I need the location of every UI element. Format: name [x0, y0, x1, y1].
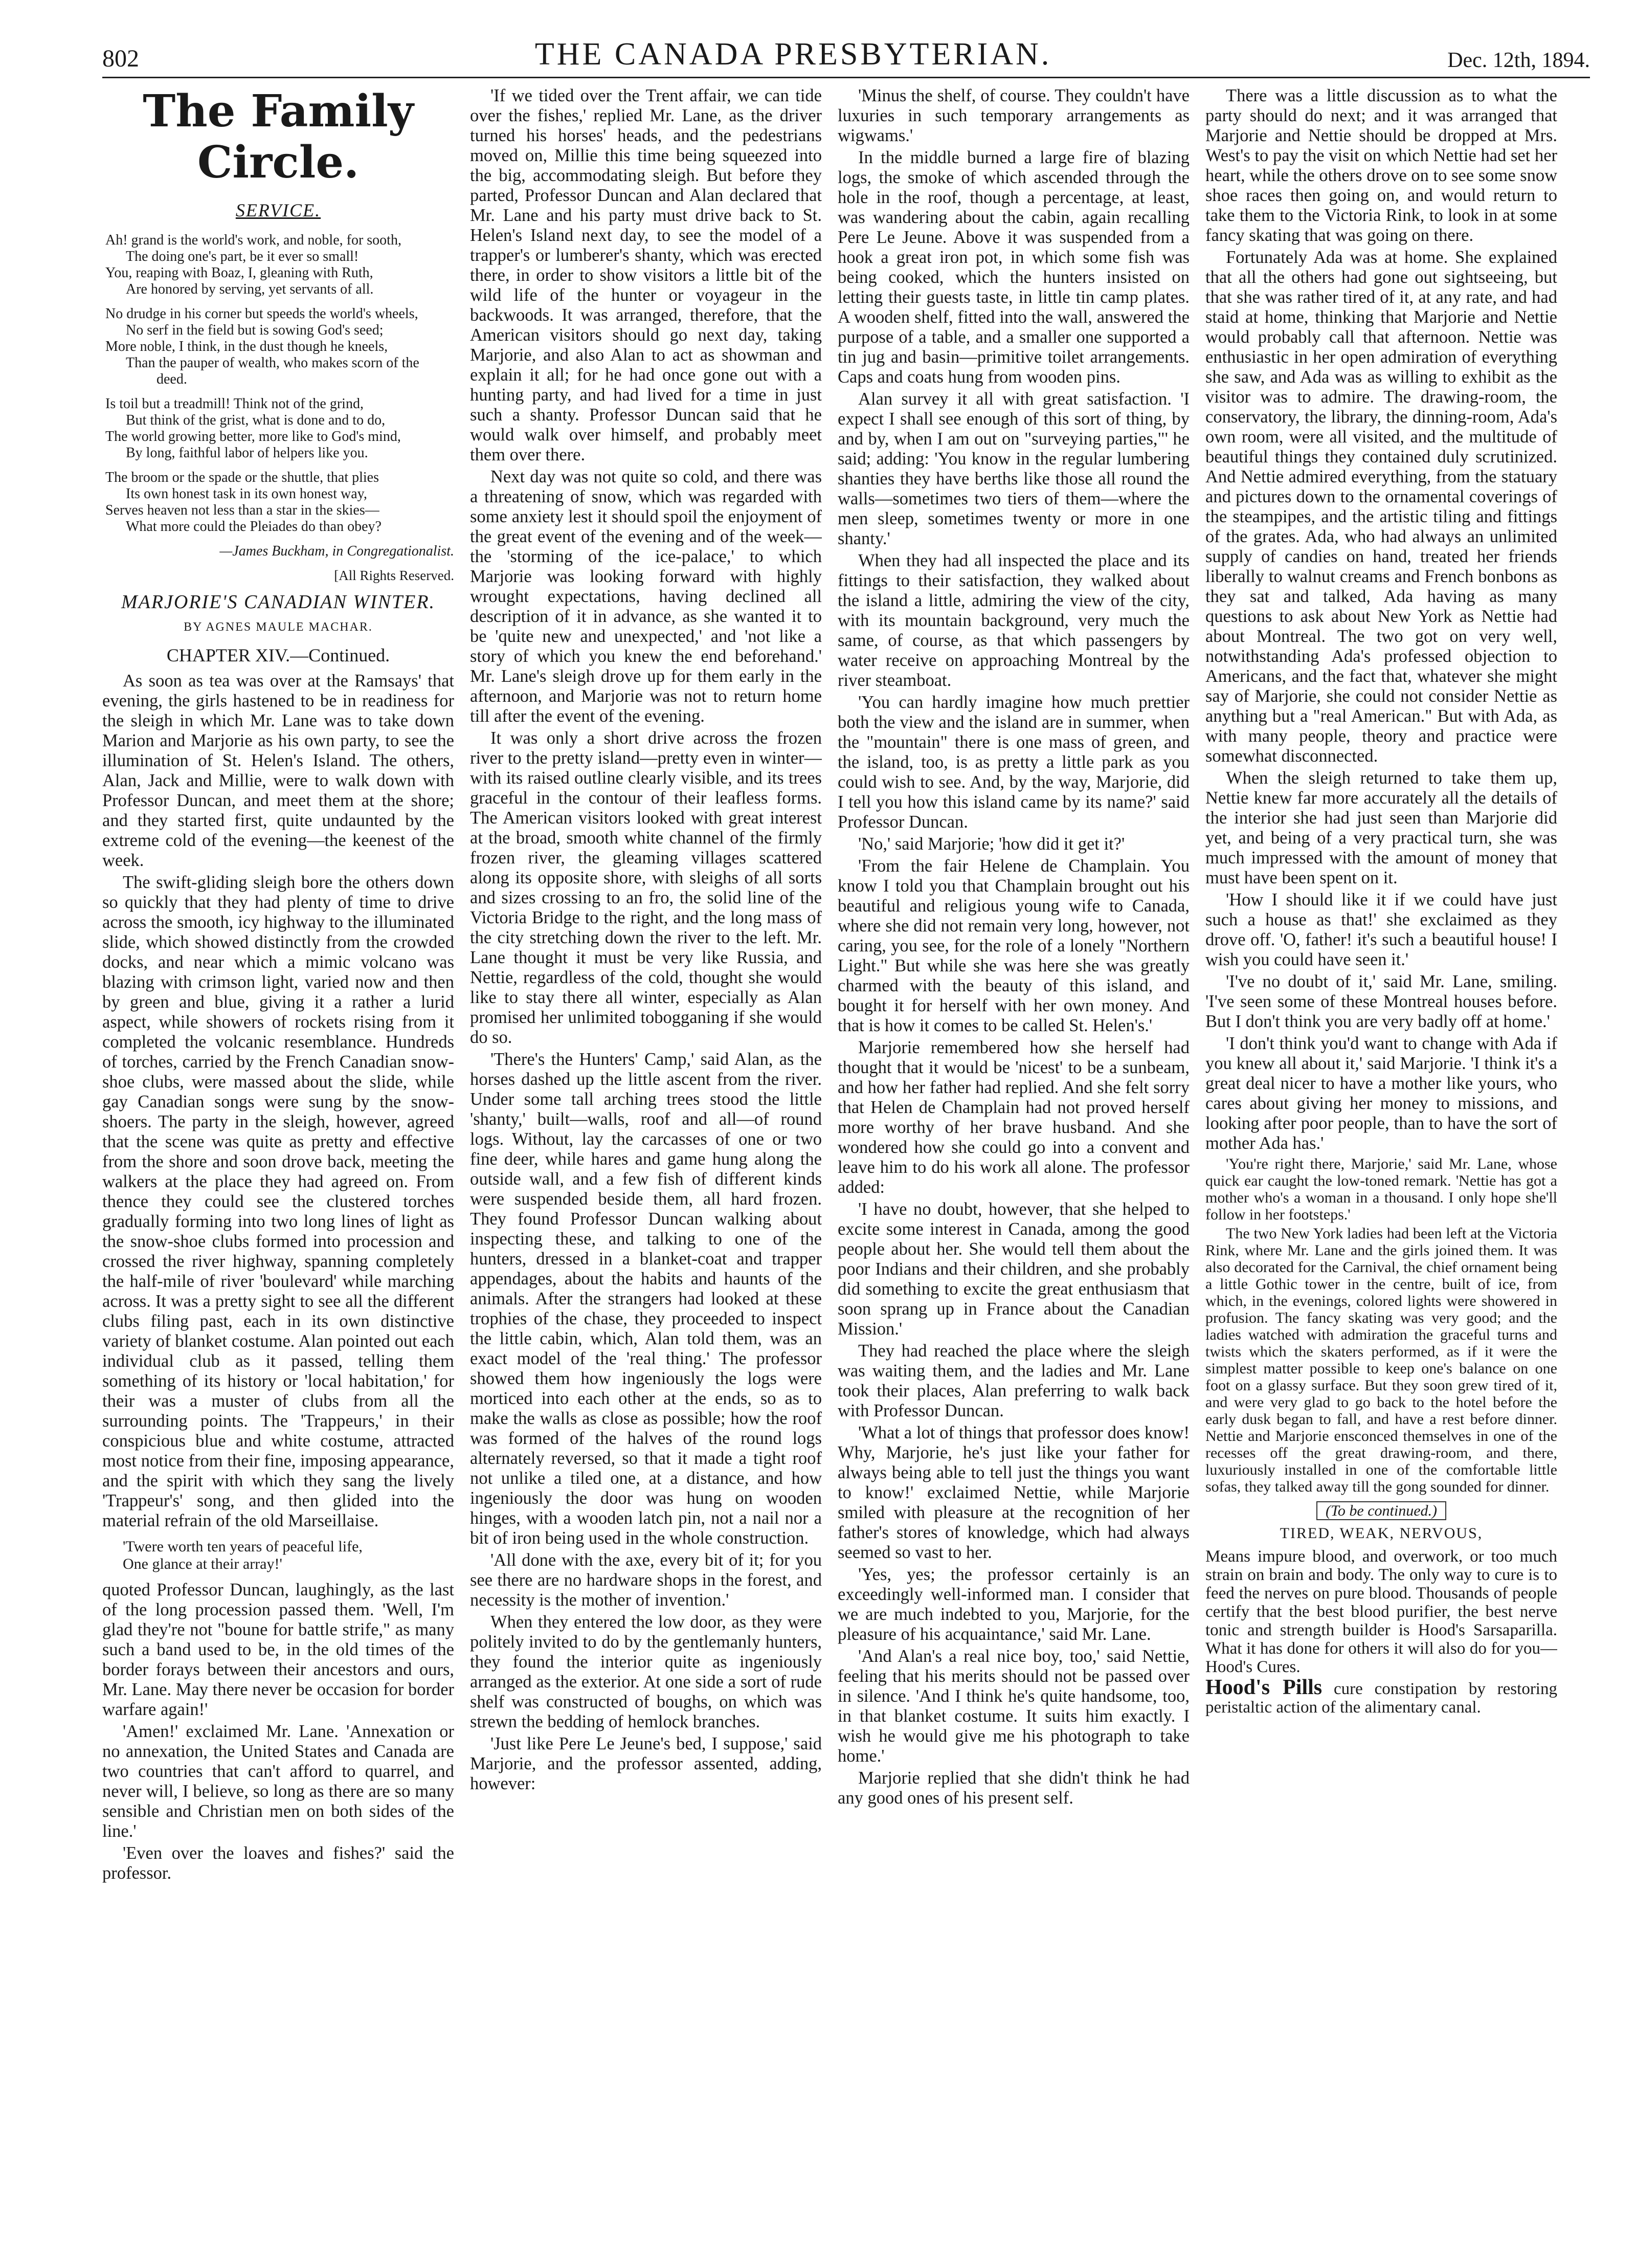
paragraph: 'Even over the loaves and fishes?' said the professor. — [102, 1843, 454, 1883]
column-4 — [1205, 86, 1557, 2260]
poem-stanza — [105, 470, 451, 535]
verse-quote — [102, 1538, 454, 1573]
poem-stanza — [105, 396, 451, 461]
poem — [102, 232, 454, 535]
paragraph: Fortunately Ada was at home. She explained that all the others had gone out sightseeing, but that she was rather tired of it, at any rate, and had staid at home, thinking that Marjorie and Nettie would probably call that afternoon. Nettie was enthusiastic in her open admiration of everything she saw, and Ada was as willing to exhibit as the visitor was to admire. The drawing-room, the conservatory, the library, the dinning-room, Ada's own room, were all visited, and the multitude of beautiful things they contained duly scrutinized. And Nettie admired everything, from the statuary and pictures down to the ornamental coverings of the steampipes, and the artistic tiling and fittings of the grates. Ada, who had always an unlimited supply of candies on hand, treated her friends liberally to walnut creams and French bonbons as they sat and talked, Ada having as many questions to ask about New York as Nettie had about Montreal. The two got on very well, notwithstanding Ada's professed objection to Americans, and the fact that, whatever she might say of Marjorie, she could not consider Nettie as anything but a "real American." But with Ada, as with many people, theory and practice were somewhat disconnected. — [1205, 248, 1557, 766]
ad-heading: TIRED, WEAK, NERVOUS, — [1280, 1525, 1483, 1542]
paragraph: There was a little discussion as to what the party should do next; and it was arranged that Marjorie and Nettie should be dropped at Mrs. West's to pay the visit on which Nettie had set her heart, while the others drove on to see some snow shoe races then going on, and would return to take them to the Victoria Rink, to look in at some fancy skating that was going on there. — [1205, 86, 1557, 245]
poem-line: Are honored by serving, yet servants of all. — [126, 281, 374, 297]
story-byline: BY AGNES MAULE MACHAR. — [184, 620, 373, 634]
poem-line: You, reaping with Boaz, I, gleaning with Ruth, — [105, 265, 373, 281]
poem-stanza — [105, 232, 451, 298]
poem-line: The world growing better, more like to God's mind, — [105, 429, 401, 444]
paragraph: 'And Alan's a real nice boy, too,' said Nettie, feeling that his merits should not be passed over in silence. 'And I think he's quite handsome, too, in that blanket costume. It suits him exactly. I wish he would give me his photograph to take home.' — [838, 1647, 1190, 1766]
poem-line: Its own honest task in its own honest way, — [126, 486, 367, 502]
paragraph: 'From the fair Helene de Champlain. You know I told you that Champlain brought out his beautiful and religious young wife to Canada, where she did not remain very long, however, not caring, you see, for the role of a lonely "Northern Light." But while she was here she was greatly charmed with the beauty of this island, and bought it for herself with her own money. And that is how it comes to be called St. Helen's.' — [838, 856, 1190, 1035]
chapter-heading: CHAPTER XIV.—Continued. — [166, 645, 390, 665]
paragraph: 'Amen!' exclaimed Mr. Lane. 'Annexation or no annexation, the United States and Canada are two countries that can't afford to quarrel, and never will, I believe, so long as there are so many sensible and Christian men on both sides of the line.' — [102, 1722, 454, 1841]
column-1 — [102, 86, 454, 2260]
poem-stanza — [105, 306, 451, 388]
poem-attribution: —James Buckham, in Congregationalist. — [219, 543, 454, 559]
paragraph: 'I've no doubt of it,' said Mr. Lane, smiling. 'I've seen some of these Montreal houses before. But I don't think you are very badly off at home.' — [1205, 972, 1557, 1031]
paragraph: 'There's the Hunters' Camp,' said Alan, as the horses dashed up the little ascent from the river. Under some tall arching trees stood the little 'shanty,' built—walls, roof and all—of round logs. Without, lay the carcasses of one or two fine deer, while hares and game hung along the outside wall, and a few fish of different kinds were suspended beside them, all hard frozen. They found Professor Duncan walking about inspecting these, and talking to one of the hunters, dressed in a blanket-coat and trapper appendages, about the habits and haunts of the animals. After the strangers had looked at these trophies of the chase, they proceeded to inspect the little cabin, which, Alan told them, was an exact model of the 'real thing.' The professor showed them how ingeniously the logs were morticed into each other at the ends, so as to make the walls as close as possible; how the roof was formed of the halves of the round logs alternately reversed, so that it made a tight roof not unlike a tiled one, at a distance, and how ingeniously the door was hung on wooden hinges, with a wooden latch pin, not a nail nor a bit of iron being used in the whole construction. — [470, 1050, 822, 1548]
paragraph: 'Yes, yes; the professor certainly is an exceedingly well-informed man. I consider that we are much indebted to you, Marjorie, for the pleasure of his acquaintance,' said Mr. Lane. — [838, 1565, 1190, 1644]
paragraph: quoted Professor Duncan, laughingly, as the last of the long procession passed them. 'Well, I'm glad they're not "boune for battle strife," as many such a band used to be, in the old times of the border forays between their ancestors and ours, Mr. Lane. May there never be occasion for border warfare again!' — [102, 1580, 454, 1719]
ad-pills — [1205, 1678, 1557, 1717]
paragraph: 'You can hardly imagine how much prettier both the view and the island are in summer, when the "mountain" there is one mass of green, and the island, too, is as pretty a little park as you could wish to see. And, by the way, Marjorie, did I tell you how this island came by its name?' said Professor Duncan. — [838, 693, 1190, 832]
poem-line: Than the pauper of wealth, who makes scorn of the deed. — [126, 355, 419, 387]
page-number: 802 — [102, 45, 139, 72]
paragraph: Alan survey it all with great satisfaction. 'I expect I shall see enough of this sort of thing, by and by, when I am out on "surveying parties,"' he said; adding: 'You know in the regular lumbering shanties they have berths like those all round the walls—sometimes two tiers of them—where the men sleep, sometimes twenty or more in one shanty.' — [838, 389, 1190, 548]
column-3 — [838, 86, 1190, 2260]
issue-date: Dec. 12th, 1894. — [1447, 49, 1590, 72]
poem-line: Ah! grand is the world's work, and noble, for sooth, — [105, 232, 401, 248]
advertisement — [1205, 1525, 1557, 1717]
poem-line: Serves heaven not less than a star in the skies— — [105, 502, 379, 518]
poem-line: The broom or the spade or the shuttle, that plies — [105, 470, 379, 485]
paragraph: 'Minus the shelf, of course. They couldn't have luxuries in such temporary arrangements as wigwams.' — [838, 86, 1190, 145]
paragraph: 'I don't think you'd want to change with Ada if you knew all about it,' said Marjorie. 'I think it's a great deal nicer to have a mother like yours, who cares about giving her money to missions, and looking after poor people, than to have the sort of mother Ada has.' — [1205, 1034, 1557, 1153]
paragraph: 'No,' said Marjorie; 'how did it get it?' — [858, 834, 1125, 854]
paragraph: When the sleigh returned to take them up, Nettie knew far more accurately all the details of the interior she had just seen than Marjorie did yet, and being of a very practical turn, she was much impressed with the amount of money that must have been spent on it. — [1205, 768, 1557, 887]
paragraph: The two New York ladies had been left at the Victoria Rink, where Mr. Lane and the girls joined them. It was also decorated for the Carnival, the chief ornament being a little Gothic tower in the centre, built of ice, from which, in the evenings, colored lights were showered in profusion. The fancy skating was very good; and the ladies watched with admiration the graceful turns and twists which the skaters performed, as if it were the simplest matter possible to keep one's balance on one foot on a glassy surface. But they soon grew tired of it, and were very glad to go back to the hotel before the early dusk began to fall, and have a rest before dinner. Nettie and Marjorie ensconced themselves in one of the recesses off the great drawing-room, and there, luxuriously installed in one of the comfortable little sofas, they talked away till the gong sounded for dinner. — [1205, 1225, 1557, 1495]
paragraph: As soon as tea was over at the Ramsays' that evening, the girls hastened to be in readiness for the sleigh in which Mr. Lane was to take down Marion and Marjorie as his own party, to see the illumination of St. Helen's Island. The others, Alan, Jack and Millie, were to walk down with Professor Duncan, and meet them at the shore; and they started first, quite undaunted by the extreme cold of the evening—the keenest of the week. — [102, 671, 454, 870]
poem-line: What more could the Pleiades do than obey? — [126, 519, 382, 535]
page-header — [102, 27, 1590, 73]
paragraph: Marjorie remembered how she herself had thought that it would be 'nicest' to be a sunbeam, and how her father had replied. And she felt sorry that Helen de Champlain had not proved herself more worthy of her brave husband. And she wondered how she could go into a convent and leave him to do his work all alone. The professor added: — [838, 1038, 1190, 1197]
to-be-continued-text: (To be continued.) — [1316, 1501, 1446, 1520]
poem-line: No serf in the field but is sowing God's seed; — [126, 322, 384, 338]
pills-text: cure constipation by restoring peristaltic action of the alimentary canal. — [1205, 1680, 1557, 1717]
poem-line: But think of the grist, what is done and to do, — [126, 412, 386, 428]
rights-notice: [All Rights Reserved. — [334, 568, 454, 583]
paragraph: 'How I should like it if we could have just such a house as that!' she exclaimed as they drove off. 'O, father! it's such a beautiful house! I wish you could have seen it.' — [1205, 890, 1557, 969]
paragraph: When they entered the low door, as they were politely invited to do by the gentlemanly hunters, they found the interior quite as ingeniously arranged as the exterior. At one side a sort of rude shelf was constructed of boughs, on which was strewn the bedding of hemlock branches. — [470, 1612, 822, 1731]
text-columns — [102, 86, 1590, 2260]
paragraph: It was only a short drive across the frozen river to the pretty island—pretty even in winter—with its raised outline clearly visible, and its trees graceful in the contour of their leafless forms. The American visitors looked with great interest at the broad, smooth white channel of the firmly frozen river, the gleaming villages scattered along its opposite shore, with sleighs of all sorts and sizes crossing to an fro, the solid line of the Victoria Bridge to the right, and the long mass of the city stretching down the river to the left. Mr. Lane thought it must be very like Russia, and Nettie, regardless of the cold, thought she would like to stay there all winter, especially as Alan promised her unlimited tobogganing if she would do so. — [470, 728, 822, 1047]
ad-body: Means impure blood, and overwork, or too much strain on brain and body. The only way to cure is to feed the nerves on pure blood. Thousands of people certify that the best blood purifier, the best nerve tonic and strength builder is Hood's Sarsaparilla. What it has done for others it will also do for you—Hood's Cures. — [1205, 1547, 1557, 1676]
column-2 — [470, 86, 822, 2260]
paragraph: Next day was not quite so cold, and there was a threatening of snow, which was regarded with some anxiety lest it should spoil the enjoyment of the great event of the evening and of the week—the 'storming of the ice-palace,' to which Marjorie was looking forward with highly wrought expectations, having declined all description of it in advance, as she wanted it to be 'quite new and unexpected,' and 'not like a story of which you knew the end beforehand.' Mr. Lane's sleigh drove up for them early in the afternoon, and Marjorie was not to return home till after the event of the evening. — [470, 467, 822, 726]
header-rule — [102, 77, 1590, 78]
section-masthead: The Family Circle. — [143, 86, 414, 188]
paragraph: 'Just like Pere Le Jeune's bed, I suppose,' said Marjorie, and the professor assented, adding, however: — [470, 1734, 822, 1793]
poem-line: The doing one's part, be it ever so small! — [126, 249, 359, 264]
pills-name: Hood's Pills — [1205, 1676, 1323, 1699]
poem-line: No drudge in his corner but speeds the world's wheels, — [105, 306, 418, 322]
poem-line: Is toil but a treadmill! Think not of the grind, — [105, 396, 364, 412]
paragraph: In the middle burned a large fire of blazing logs, the smoke of which ascended through the hole in the roof, though a percentage, at least, was wandering about the cabin, again recalling Pere Le Jeune. Above it was suspended from a hook a great iron pot, in which some fish was being cooked, which the hunters insisted on letting their guests taste, in little tin camp plates. A wooden shelf, fitted into the wall, answered the purpose of a table, and a smaller one supported a tin jug and basin—primitive toilet arrangements. Caps and coats hung from wooden pins. — [838, 148, 1190, 387]
poem-line: More noble, I think, in the dust though he kneels, — [105, 339, 388, 354]
quote-line: One glance at their array!' — [123, 1555, 282, 1572]
paragraph: The swift-gliding sleigh bore the others down so quickly that they had plenty of time to drive across the smooth, icy highway to the illuminated slide, which showed distinctly from the crowded docks, and near which a mimic volcano was blazing with crimson light, varied now and then by green and blue, giving it a rather a lurid aspect, while showers of rockets rising from it completed the volcanic resemblance. Hundreds of torches, carried by the French Canadian snow-shoe clubs, were massed about the slide, while gay Canadian songs were sung by the snow-shoers. The party in the sleigh, however, agreed that the scene was quite as pretty and effective from the shore and soon drove back, meeting the walkers at the place they had agreed on. From thence they could see the clustered torches gradually forming into two long lines of light as the snow-shoe clubs formed into procession and crossed the river highway, spanning completely the half-mile of river 'boulevard' while marching across. It was a pretty sight to see all the different clubs filing past, each in its own distinctive variety of blanket costume. Alan pointed out each individual club as it passed, telling them something of its history or 'local habitation,' for their was a muster of clubs from all the surrounding points. The 'Trappeurs,' in their conspicious blue and white costume, attracted most notice from their fine, imposing appearance, and the spirit with which they sang the lively 'Trappeur's' song, and then glided into the material refrain of the old Marseillaise. — [102, 873, 454, 1530]
paragraph: They had reached the place where the sleigh was waiting them, and the ladies and Mr. Lane took their places, Alan preferring to walk back with Professor Duncan. — [838, 1341, 1190, 1420]
paragraph: Marjorie replied that she didn't think he had any good ones of his present self. — [838, 1768, 1190, 1808]
paragraph: 'You're right there, Marjorie,' said Mr. Lane, whose quick ear caught the low-toned remark. 'Nettie has got a mother who's a woman in a thousand. I only hope she'll follow in her footsteps.' — [1205, 1155, 1557, 1223]
quote-line: 'Twere worth ten years of peaceful life, — [123, 1538, 363, 1555]
paragraph: 'All done with the axe, every bit of it; for you see there are no hardware shops in the forest, and necessity is the mother of invention.' — [470, 1550, 822, 1610]
paragraph: 'What a lot of things that professor does know! Why, Marjorie, he's just like your father for always being able to tell just the things you want to know!' exclaimed Nettie, while Marjorie smiled with pleasure at the recognition of her father's stores of knowledge, which had always seemed so vast to her. — [838, 1423, 1190, 1562]
story-title: MARJORIE'S CANADIAN WINTER. — [121, 591, 436, 613]
paragraph: When they had all inspected the place and its fittings to their satisfaction, they walked about the island a little, admiring the view of the city, with its mountain background, very much the same, of course, as that which passengers by water receive on approaching Montreal by the river steamboat. — [838, 551, 1190, 690]
poem-line: By long, faithful labor of helpers like you. — [126, 445, 368, 461]
poem-title: SERVICE. — [235, 200, 321, 220]
to-be-continued — [1205, 1502, 1557, 1520]
paragraph: 'If we tided over the Trent affair, we can tide over the fishes,' replied Mr. Lane, as the driver turned his horses' heads, and the pedestrians moved on, Millie this time being squeezed into the big, accommodating sleigh. But before they parted, Professor Duncan and Alan declared that Mr. Lane and his party must drive back to St. Helen's Island next day, to see the model of a trapper's or lumberer's shanty, which was erected there, in order to show visitors a little bit of the wild life of the hunter or voyageur in the backwoods. It was arranged, therefore, that the American visitors should go next day, taking Marjorie, and also Alan to act as showman and explain it all; for he had once gone out with a hunting party, and had lived for a time in just such a shanty. Professor Duncan said that he would walk over himself, and probably meet them over there. — [470, 86, 822, 464]
publication-title: THE CANADA PRESBYTERIAN. — [534, 37, 1052, 72]
paragraph: 'I have no doubt, however, that she helped to excite some interest in Canada, among the good people about her. She would tell them about the poor Indians and their children, and she probably did something to excite the great enthusiasm that soon sprang up in France about the Canadian Mission.' — [838, 1199, 1190, 1339]
